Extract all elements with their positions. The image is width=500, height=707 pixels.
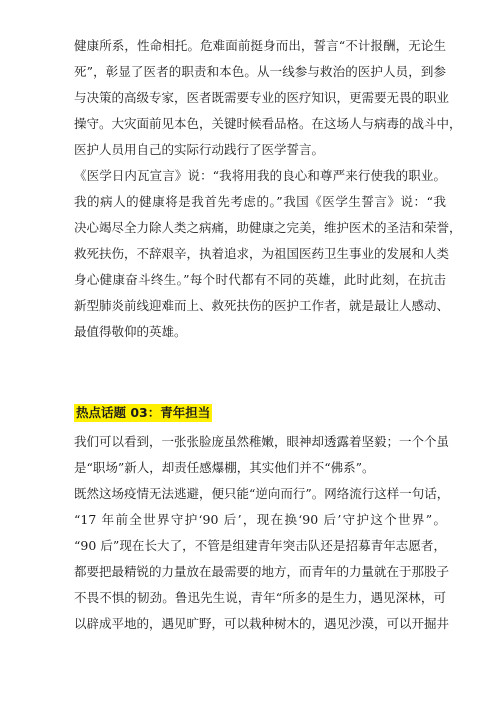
text-line: 救死扶伤，不辞艰辛，执着追求，为祖国医药卫生事业的发展和人类 xyxy=(74,246,450,261)
text-line: 新型肺炎前线迎难而上、救死扶伤的医护工作者，就是最让人感动、 xyxy=(74,298,450,313)
text-line: 《医学日内瓦宣言》说：“我将用我的良心和尊严来行使我的职业。 xyxy=(74,168,446,183)
text-line: 身心健康奋斗终生。”每个时代都有不同的英雄，此时此刻，在抗击 xyxy=(74,272,446,287)
text-line: 死”，彰显了医者的职责和本色。从一线参与救治的医护人员，到参 xyxy=(74,64,446,79)
text-line: “17 年前全世界守护‘90 后’，现在换‘90 后’守护这个世界”。 xyxy=(74,512,446,527)
text-line: 不畏不惧的韧劲。鲁迅先生说，青年“所多的是生力，遇见深林，可 xyxy=(74,590,446,605)
text-line: 我们可以看到，一张张脸庞虽然稚嫩，眼神却透露着坚毅；一个个虽 xyxy=(74,434,450,449)
text-line: 与决策的高级专家，医者既需要专业的医疗知识，更需要无畏的职业 xyxy=(74,90,450,105)
text-line: 都要把最精锐的力量放在最需要的地方，而青年的力量就在于那股子 xyxy=(74,564,450,579)
text-line: 操守。大灾面前见本色，关键时候看品格。在这场人与病毒的战斗中， xyxy=(74,116,462,131)
text-line: 是“职场”新人，却责任感爆棚，其实他们并不“佛系”。 xyxy=(74,460,375,475)
text-line: 医护人员用自己的实际行动践行了医学誓言。 xyxy=(74,142,325,157)
text-line: “90 后”现在长大了，不管是组建青年突击队还是招募青年志愿者， xyxy=(74,538,446,553)
text-line: 决心竭尽全力除人类之病痛，助健康之完美，维护医术的圣洁和荣誉， xyxy=(74,220,462,235)
text-line: 以辟成平地的，遇见旷野，可以栽种树木的，遇见沙漠，可以开掘井 xyxy=(74,616,450,631)
section-heading: 热点话题 03：青年担当 xyxy=(76,405,211,420)
text-line: 既然这场疫情无法逃避，便只能“逆向而行”。网络流行这样一句话， xyxy=(74,486,450,501)
text-line: 我的病人的健康将是我首先考虑的。”我国《医学生誓言》说：“我 xyxy=(74,194,446,209)
text-line: 最值得敬仰的英雄。 xyxy=(74,324,187,339)
text-line: 健康所系，性命相托。危难面前挺身而出，誓言“不计报酬，无论生 xyxy=(74,38,446,53)
